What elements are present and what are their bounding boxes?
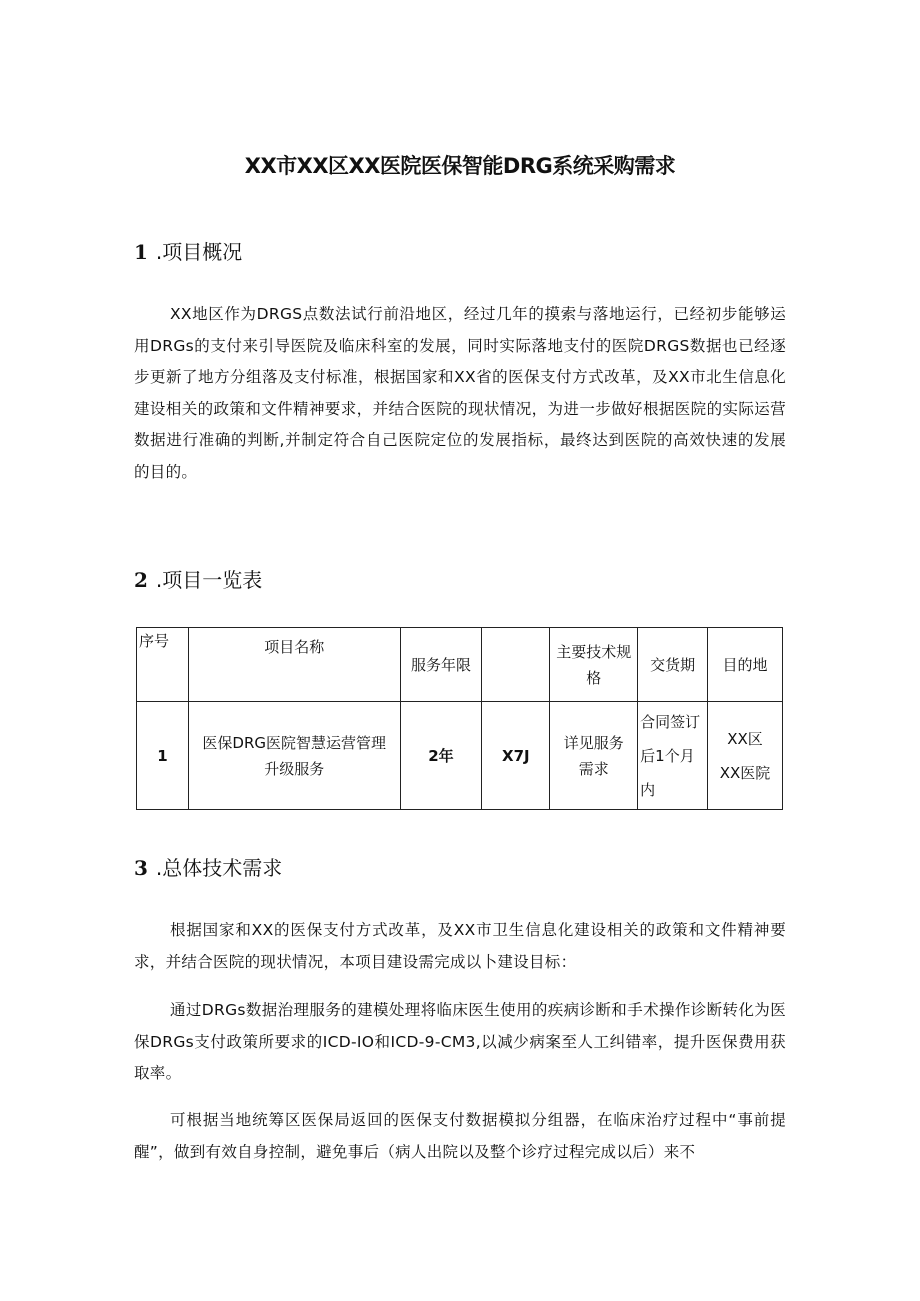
cell-quantity: X7J	[482, 702, 550, 810]
section-2-title: .项目一览表	[155, 568, 263, 592]
header-seq: 序号	[137, 628, 189, 702]
section-3-number: 3	[134, 856, 148, 880]
header-destination: 目的地	[708, 628, 783, 702]
document-title: XX市XX区XX医院医保智能DRG系统采购需求	[244, 154, 676, 178]
section-1-paragraph: XX地区作为DRGS点数法试行前沿地区，经过几年的摸索与落地运行，已经初步能够运用DRGs的支付来引导医院及临床科室的发展，同时实际落地支付的医院DRGS数据也已经逐步更新了地方分组落及支付标准，根据国家和XX省的医保支付方式改革，及XX市北生信息化建设相关的政策和文件精神要求，并结合医院的现状情况，为进一步做好根据医院的实际运营数据进行准确的判断,并制定符合自己医院定位的发展指标，最终达到医院的高效快速的发展的目的。	[134, 305, 786, 481]
header-service-years: 服务年限	[400, 628, 482, 702]
header-project-name: 项目名称	[188, 628, 400, 702]
header-tech-spec: 主要技术规格	[550, 628, 638, 702]
section-1-title: .项目概况	[155, 240, 243, 264]
header-blank	[482, 628, 550, 702]
section-3-paragraph-3: 可根据当地统筹区医保局返回的医保支付数据模拟分组器，在临床治疗过程中“事前提醒”，做到有效自身控制，避免事后（病人出院以及整个诊疗过程完成以后）来不	[134, 1111, 786, 1161]
table-row	[137, 702, 783, 810]
table-header-row	[137, 628, 783, 702]
cell-seq: 1	[137, 702, 189, 810]
section-2-heading	[134, 564, 262, 593]
cell-project-name: 医保DRG医院智慧运营管理升级服务	[188, 702, 400, 810]
section-1-heading	[134, 236, 242, 265]
cell-service-years: 2年	[400, 702, 482, 810]
cell-delivery: 合同签订后1个月内	[638, 702, 708, 810]
section-3-paragraph-1: 根据国家和XX的医保支付方式改革，及XX市卫生信息化建设相关的政策和文件精神要求，并结合医院的现状情况，本项目建设需完成以卜建设目标：	[134, 921, 786, 971]
section-2-number: 2	[134, 568, 148, 592]
cell-destination: XX区XX医院	[708, 702, 783, 810]
header-delivery: 交货期	[638, 628, 708, 702]
section-3-paragraph-2: 通过DRGs数据治理服务的建模处理将临床医生使用的疾病诊断和手术操作诊断转化为医保DRGs支付政策所要求的ICD-IO和ICD-9-CM3,以减少病案至人工纠错率，提升医保费用获取率。	[134, 1001, 786, 1083]
section-3-title: .总体技术需求	[155, 856, 283, 880]
section-1-number: 1	[134, 240, 148, 264]
cell-tech-spec: 详见服务需求	[550, 702, 638, 810]
section-3-heading	[134, 852, 282, 881]
project-table	[136, 627, 783, 810]
